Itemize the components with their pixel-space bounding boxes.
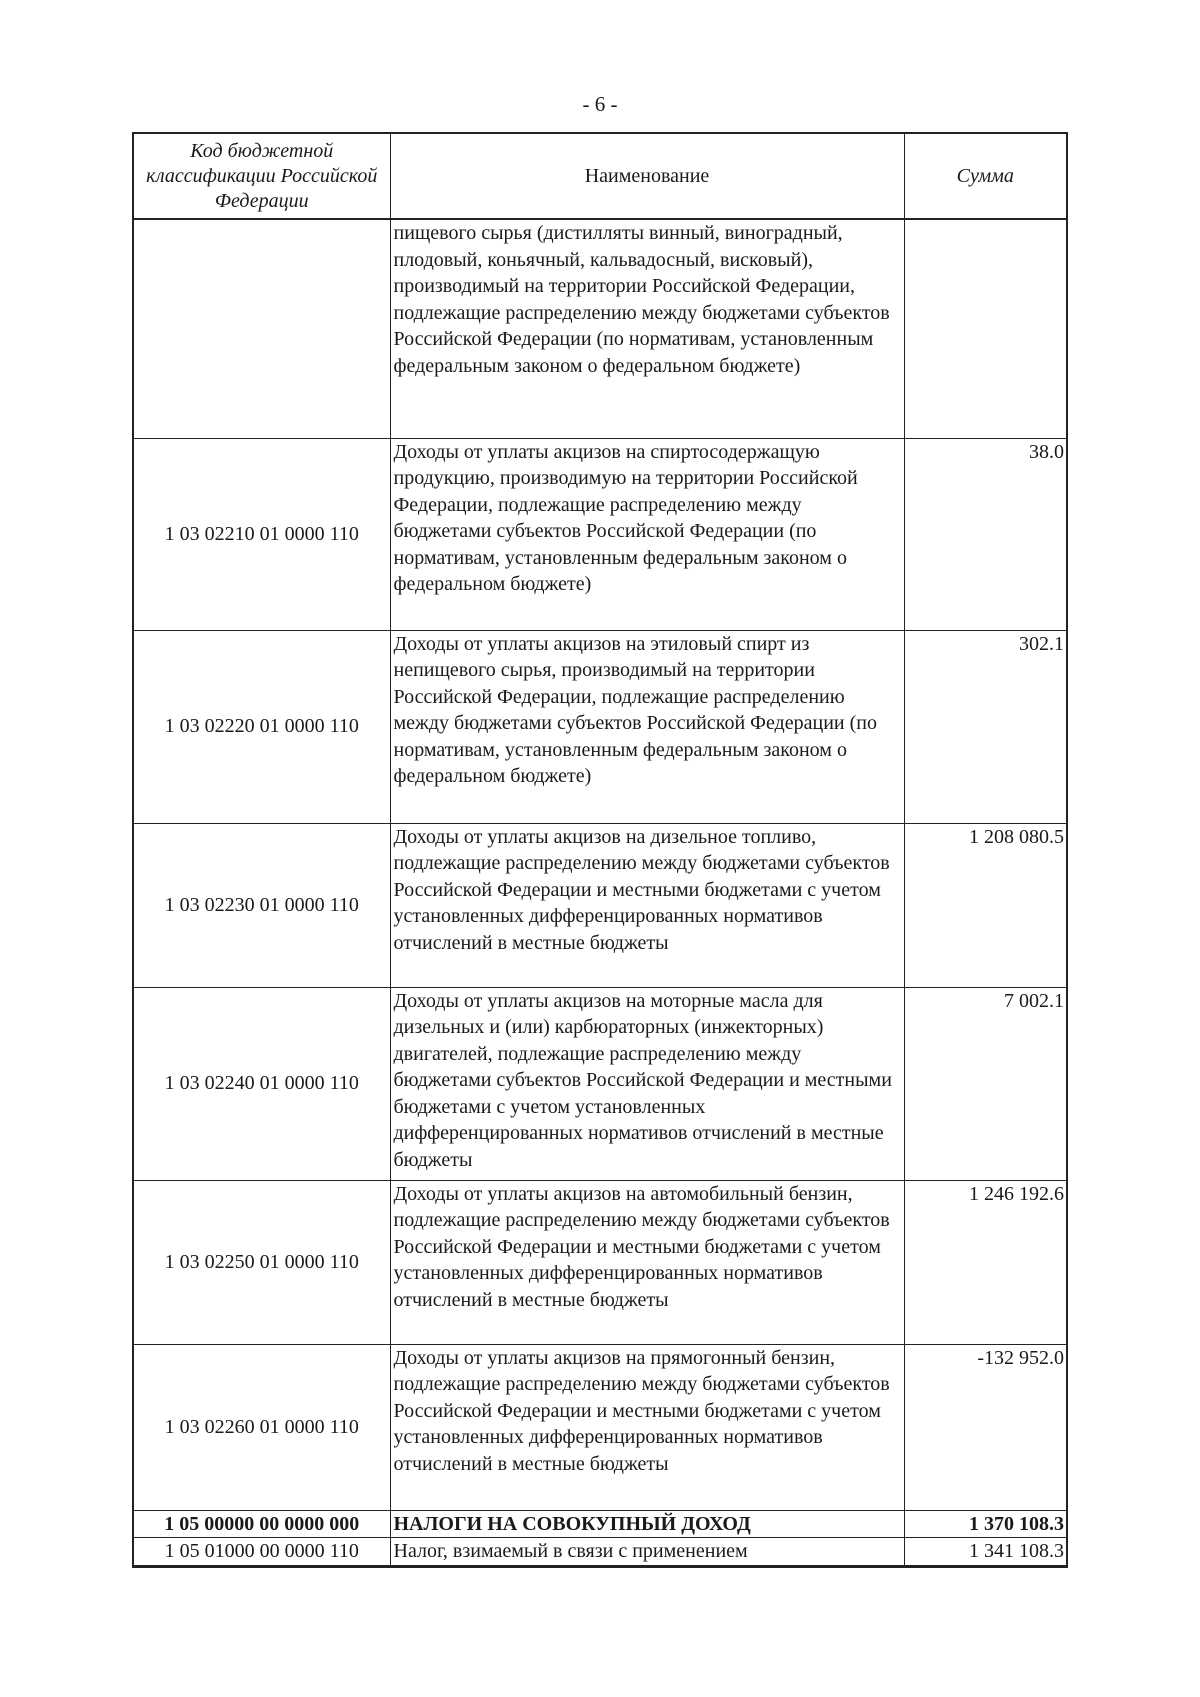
row-name: Доходы от уплаты акцизов на дизельное топливо, подлежащие распределению между бюджетами субъектов Российской Федерации и местными бюджетами с учетом установленных дифференцированных нормативов отчислений в местные бюджеты xyxy=(390,823,904,987)
budget-table xyxy=(132,132,1068,1568)
table-row xyxy=(133,1344,1067,1510)
row-name: пищевого сырья (дистилляты винный, виноградный, плодовый, коньячный, кальвадосный, висковый), производимый на территории Российской Федерации, подлежащие распределению между бюджетами субъектов Российской Федерации (по нормативам, установленным федеральным законом о федеральном бюджете) xyxy=(390,219,904,438)
row-code xyxy=(133,219,390,438)
table-row xyxy=(133,987,1067,1180)
row-code: 1 03 02210 01 0000 110 xyxy=(133,438,390,630)
row-amount: 302.1 xyxy=(904,630,1067,823)
row-name: Доходы от уплаты акцизов на прямогонный бензин, подлежащие распределению между бюджетами субъектов Российской Федерации и местными бюджетами с учетом установленных дифференцированных нормативов отчислений в местные бюджеты xyxy=(390,1344,904,1510)
row-amount: 1 208 080.5 xyxy=(904,823,1067,987)
row-amount: 1 370 108.3 xyxy=(904,1510,1067,1538)
page-number: - 6 - xyxy=(582,92,618,116)
table-row xyxy=(133,823,1067,987)
row-amount: 1 341 108.3 xyxy=(904,1538,1067,1567)
row-code: 1 05 00000 00 0000 000 xyxy=(133,1510,390,1538)
header-name: Наименование xyxy=(390,133,904,219)
row-amount: -132 952.0 xyxy=(904,1344,1067,1510)
row-name: Доходы от уплаты акцизов на моторные масла для дизельных и (или) карбюраторных (инжекторных) двигателей, подлежащие распределению между бюджетами субъектов Российской Федерации и местными бюджетами с учетом установленных дифференцированных нормативов отчислений в местные бюджеты xyxy=(390,987,904,1180)
row-name: НАЛОГИ НА СОВОКУПНЫЙ ДОХОД xyxy=(390,1510,904,1538)
table-row xyxy=(133,1510,1067,1538)
row-code: 1 03 02230 01 0000 110 xyxy=(133,823,390,987)
row-amount: 38.0 xyxy=(904,438,1067,630)
header-amount: Сумма xyxy=(904,133,1067,219)
row-name: Налог, взимаемый в связи с применением xyxy=(390,1538,904,1567)
row-name: Доходы от уплаты акцизов на автомобильный бензин, подлежащие распределению между бюджетами субъектов Российской Федерации и местными бюджетами с учетом установленных дифференцированных нормативов отчислений в местные бюджеты xyxy=(390,1180,904,1344)
row-amount: 1 246 192.6 xyxy=(904,1180,1067,1344)
row-code: 1 03 02250 01 0000 110 xyxy=(133,1180,390,1344)
row-code: 1 03 02240 01 0000 110 xyxy=(133,987,390,1180)
table-row xyxy=(133,1538,1067,1567)
row-name: Доходы от уплаты акцизов на этиловый спирт из непищевого сырья, производимый на территории Российской Федерации, подлежащие распределению между бюджетами субъектов Российской Федерации (по нормативам, установленным федеральным законом о федеральном бюджете) xyxy=(390,630,904,823)
row-code: 1 05 01000 00 0000 110 xyxy=(133,1538,390,1567)
table-row xyxy=(133,219,1067,438)
table-row xyxy=(133,438,1067,630)
table-row xyxy=(133,630,1067,823)
table-header-row xyxy=(133,133,1067,219)
header-code: Код бюджетной классификации Российской Федерации xyxy=(133,133,390,219)
row-name: Доходы от уплаты акцизов на спиртосодержащую продукцию, производимую на территории Российской Федерации, подлежащие распределению между бюджетами субъектов Российской Федерации (по нормативам, установленным федеральным законом о федеральном бюджете) xyxy=(390,438,904,630)
row-amount: 7 002.1 xyxy=(904,987,1067,1180)
table-row xyxy=(133,1180,1067,1344)
row-amount xyxy=(904,219,1067,438)
row-code: 1 03 02220 01 0000 110 xyxy=(133,630,390,823)
row-code: 1 03 02260 01 0000 110 xyxy=(133,1344,390,1510)
